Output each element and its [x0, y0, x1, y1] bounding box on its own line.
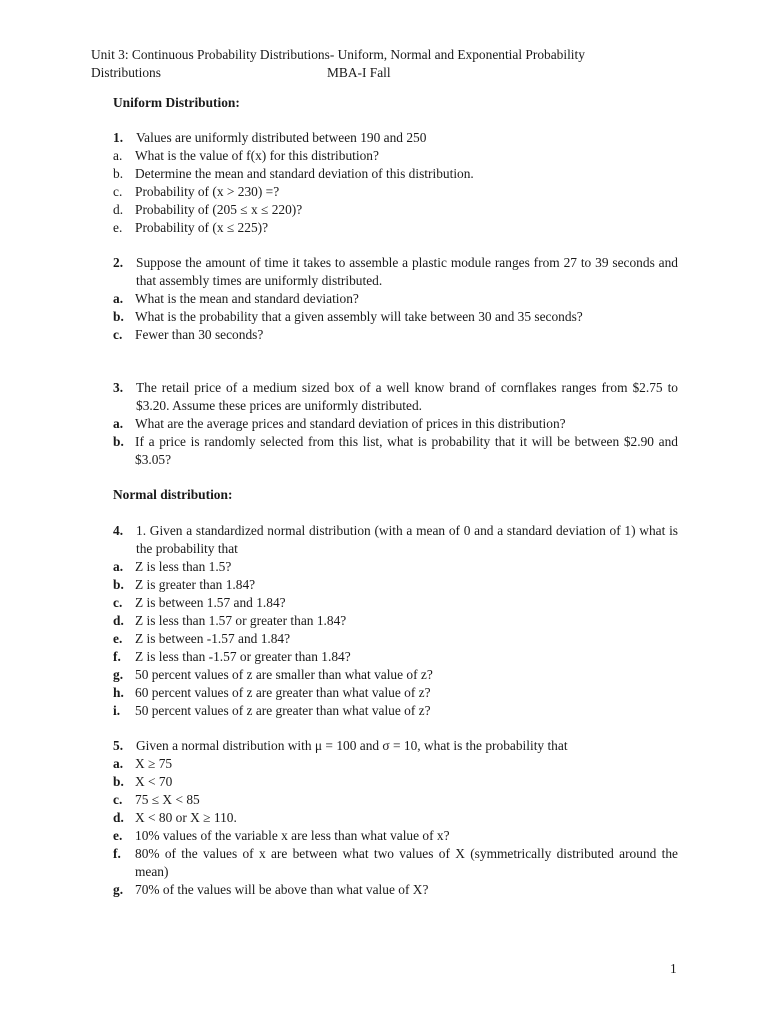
sub-question-label: f.: [113, 846, 121, 861]
sub-question-text: Z is between -1.57 and 1.84?: [135, 631, 291, 646]
page-number: 1: [670, 961, 677, 976]
question-number: 2.: [113, 255, 124, 270]
sub-question-text: Probability of (205 ≤ x ≤ 220)?: [135, 202, 303, 217]
sub-question: [113, 290, 678, 308]
question-number: 4.: [113, 523, 124, 538]
question-text: The retail price of a medium sized box of a well know brand of cornflakes ranges from $2.75 to $3.20. Assume these prices are uniformly distributed.: [136, 380, 678, 413]
question-number: 3.: [113, 380, 124, 395]
sub-question-text: X < 70: [135, 774, 173, 789]
sub-question: [113, 219, 678, 237]
normal-section-title: Normal distribution:: [113, 487, 233, 502]
sub-question: [113, 648, 678, 666]
question-5: [113, 737, 678, 899]
sub-question-label: b.: [113, 166, 124, 181]
sub-question-label: b.: [113, 577, 124, 592]
question-3: [113, 379, 678, 469]
sub-question-text: X < 80 or X ≥ 110.: [135, 810, 237, 825]
sub-question-label: e.: [113, 828, 123, 843]
header-title-continuation: Distributions: [91, 65, 161, 80]
sub-question-list: [113, 755, 678, 899]
sub-question: [113, 165, 678, 183]
question-text: Values are uniformly distributed between 190 and 250: [136, 130, 427, 145]
sub-question-text: 75 ≤ X < 85: [135, 792, 200, 807]
sub-question-text: 50 percent values of z are greater than what value of z?: [135, 703, 431, 718]
sub-question-text: Z is between 1.57 and 1.84?: [135, 595, 286, 610]
question-2: [113, 254, 678, 344]
sub-question-text: 80% of the values of x are between what two values of X (symmetrically distributed around the mean): [135, 846, 678, 879]
sub-question: [113, 308, 678, 326]
header-course-term: MBA-I Fall: [327, 65, 391, 80]
sub-question-text: What is the value of f(x) for this distribution?: [135, 148, 379, 163]
sub-question: [113, 576, 678, 594]
sub-question: [113, 773, 678, 791]
sub-question-text: If a price is randomly selected from this list, what is probability that it will be between $2.90 and $3.05?: [135, 434, 678, 467]
sub-question-label: a.: [113, 148, 123, 163]
sub-question-label: c.: [113, 595, 123, 610]
sub-question-label: a.: [113, 559, 124, 574]
sub-question-text: Z is less than 1.5?: [135, 559, 232, 574]
sub-question: [113, 666, 678, 684]
sub-question: [113, 755, 678, 773]
question-4: [113, 522, 678, 720]
sub-question-label: e.: [113, 220, 123, 235]
uniform-section-title: Uniform Distribution:: [113, 95, 240, 110]
sub-question: [113, 845, 678, 881]
sub-question-label: g.: [113, 667, 124, 682]
sub-question-label: b.: [113, 309, 124, 324]
sub-question: [113, 791, 678, 809]
sub-question-text: Z is less than -1.57 or greater than 1.84?: [135, 649, 351, 664]
sub-question: [113, 612, 678, 630]
sub-question-label: d.: [113, 810, 124, 825]
sub-question-label: f.: [113, 649, 121, 664]
sub-question-label: h.: [113, 685, 124, 700]
sub-question-label: c.: [113, 792, 123, 807]
sub-question-text: 70% of the values will be above than what value of X?: [135, 882, 429, 897]
sub-question-list: [113, 558, 678, 720]
question-text: 1. Given a standardized normal distribution (with a mean of 0 and a standard deviation of 1) what is the probability that: [136, 523, 678, 556]
sub-question-text: Probability of (x > 230) =?: [135, 184, 280, 199]
sub-question: [113, 183, 678, 201]
sub-question: [113, 415, 678, 433]
sub-question-label: b.: [113, 434, 124, 449]
question-number: 1.: [113, 130, 124, 145]
sub-question: [113, 201, 678, 219]
question-number: 5.: [113, 738, 124, 753]
sub-question-text: Fewer than 30 seconds?: [135, 327, 264, 342]
sub-question: [113, 702, 678, 720]
sub-question-list: [113, 415, 678, 469]
sub-question: [113, 881, 678, 899]
sub-question-label: e.: [113, 631, 123, 646]
sub-question: [113, 558, 678, 576]
sub-question-text: What are the average prices and standard deviation of prices in this distribution?: [135, 416, 566, 431]
sub-question-text: Z is greater than 1.84?: [135, 577, 256, 592]
sub-question-label: b.: [113, 774, 124, 789]
question-text: Suppose the amount of time it takes to assemble a plastic module ranges from 27 to 39 seconds and that assembly times are uniformly distributed.: [136, 255, 678, 288]
sub-question-label: a.: [113, 416, 124, 431]
sub-question: [113, 809, 678, 827]
sub-question-text: Z is less than 1.57 or greater than 1.84?: [135, 613, 347, 628]
sub-question-label: a.: [113, 756, 124, 771]
sub-question: [113, 326, 678, 344]
header-second-line: [91, 64, 681, 82]
sub-question-text: 50 percent values of z are smaller than what value of z?: [135, 667, 433, 682]
sub-question-label: i.: [113, 703, 121, 718]
question-1: [113, 129, 678, 237]
sub-question-text: Determine the mean and standard deviation of this distribution.: [135, 166, 474, 181]
sub-question-label: g.: [113, 882, 124, 897]
sub-question: [113, 594, 678, 612]
sub-question: [113, 630, 678, 648]
sub-question-label: c.: [113, 184, 123, 199]
sub-question: [113, 147, 678, 165]
sub-question-text: X ≥ 75: [135, 756, 173, 771]
sub-question-text: Probability of (x ≤ 225)?: [135, 220, 269, 235]
sub-question-text: What is the mean and standard deviation?: [135, 291, 359, 306]
sub-question-label: d.: [113, 202, 124, 217]
sub-question: [113, 433, 678, 469]
header-title-line: Unit 3: Continuous Probability Distributions- Uniform, Normal and Exponential Probability: [91, 47, 585, 62]
sub-question-text: 60 percent values of z are greater than what value of z?: [135, 685, 431, 700]
sub-question-list: [113, 290, 678, 344]
sub-question-label: a.: [113, 291, 124, 306]
sub-question-label: c.: [113, 327, 123, 342]
sub-question-label: d.: [113, 613, 124, 628]
sub-question-text: 10% values of the variable x are less than what value of x?: [135, 828, 450, 843]
question-text: Given a normal distribution with μ = 100 and σ = 10, what is the probability that: [136, 738, 568, 753]
sub-question: [113, 684, 678, 702]
document-header: [91, 46, 681, 82]
sub-question: [113, 827, 678, 845]
sub-question-list: [113, 147, 678, 237]
sub-question-text: What is the probability that a given assembly will take between 30 and 35 seconds?: [135, 309, 583, 324]
